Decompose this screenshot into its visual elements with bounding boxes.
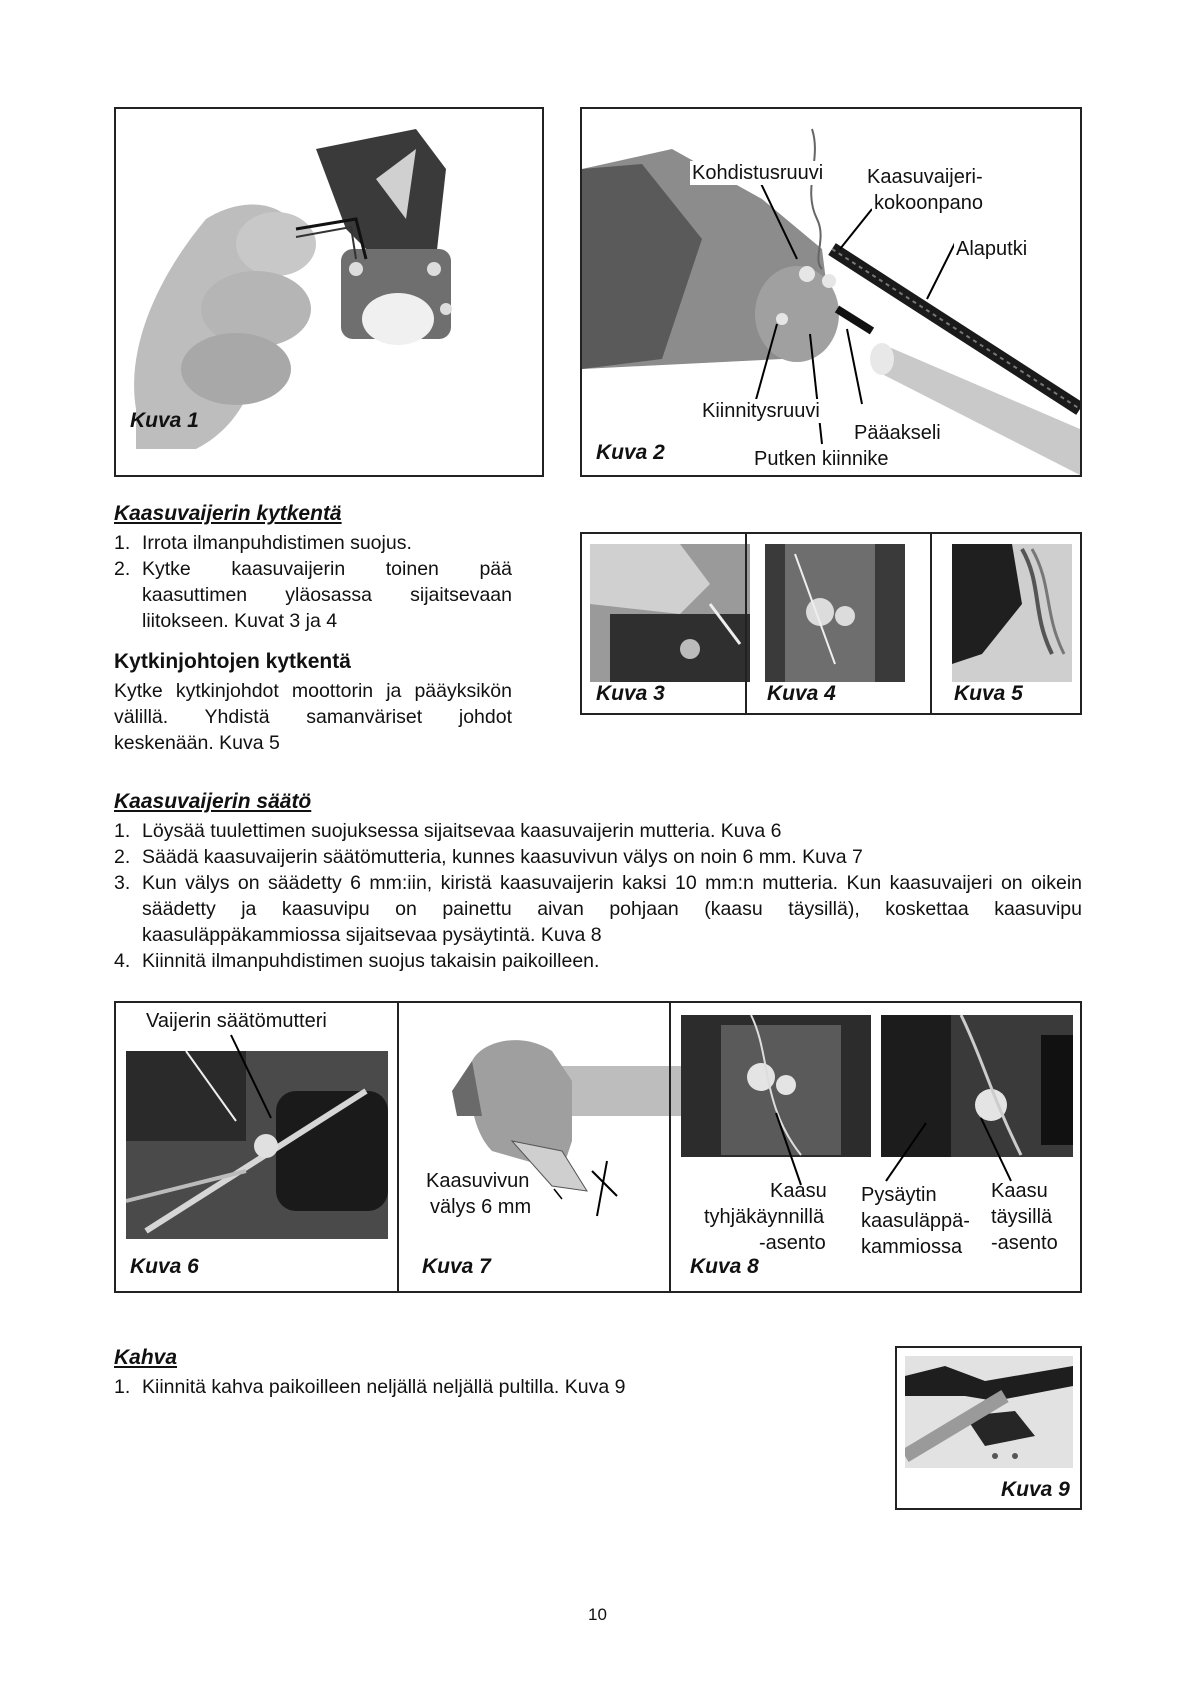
- step-number: 1.: [114, 1376, 131, 1398]
- step-text: Irrota ilmanpuhdistimen suojus.: [142, 532, 412, 554]
- step-number: 1.: [114, 532, 131, 554]
- heading-cable-connection: Kaasuvaijerin kytkentä: [114, 502, 342, 525]
- step-number: 2.: [114, 846, 131, 868]
- label-kaasuvaijeri-line2: kokoonpano: [874, 192, 983, 214]
- list-item: [114, 1374, 674, 1400]
- list-item: [114, 870, 1082, 948]
- label-kohdistusruuvi: Kohdistusruuvi: [692, 162, 824, 184]
- caption-kuva-1: Kuva 1: [130, 409, 199, 432]
- figure-kuva-6-7-8: [114, 1001, 1082, 1293]
- caption-kuva-2: Kuva 2: [596, 441, 665, 464]
- label-full-line3: -asento: [991, 1232, 1058, 1254]
- caption-kuva-6: Kuva 6: [130, 1255, 199, 1278]
- step-number: 1.: [114, 820, 131, 842]
- caption-kuva-5: Kuva 5: [954, 682, 1023, 705]
- photo-kuva-4: [765, 544, 905, 682]
- label-kaasuvivun-line2: välys 6 mm: [430, 1196, 532, 1218]
- caption-kuva-4: Kuva 4: [767, 682, 836, 705]
- label-kaasuvivun-line1: Kaasuvivun: [426, 1170, 530, 1192]
- label-idle-line1: Kaasu: [770, 1180, 827, 1202]
- figure-kuva-2: [580, 107, 1082, 477]
- label-full-line2: täysillä: [991, 1206, 1053, 1228]
- caption-kuva-7: Kuva 7: [422, 1255, 491, 1278]
- step-text: Löysää tuulettimen suojuksessa sijaitsevaa kaasuvaijerin mutteria. Kuva 6: [142, 820, 782, 842]
- label-full-line1: Kaasu: [991, 1180, 1048, 1202]
- label-alaputki: Alaputki: [956, 238, 1028, 260]
- list-item: [114, 844, 1082, 870]
- figure-kuva-1: [114, 107, 544, 477]
- step-number: 4.: [114, 950, 131, 972]
- step-text: Kytke kaasuvaijerin toinen pää kaasuttimen yläosassa sijaitsevaan liitokseen. Kuvat 3 ja 4: [142, 558, 512, 632]
- leader-kuva-6: [226, 1033, 286, 1123]
- label-paakseli: Pääakseli: [854, 422, 941, 444]
- list-item: [114, 530, 512, 556]
- photo-kuva-5: [952, 544, 1072, 682]
- text-switch-wires: Kytke kytkinjohdot moottorin ja pääyksikön välillä. Yhdistä samanväriset johdot keskenään. Kuva 5: [114, 680, 512, 754]
- step-text: Kiinnitä ilmanpuhdistimen suojus takaisin paikoilleen.: [142, 950, 600, 972]
- label-putken-kiinnike: Putken kiinnike: [754, 448, 889, 470]
- list-item: [114, 948, 1082, 974]
- label-kiinnitysruuvi: Kiinnitysruuvi: [702, 400, 820, 422]
- caption-kuva-8: Kuva 8: [690, 1255, 759, 1278]
- label-kaasuvaijeri-line1: Kaasuvaijeri-: [867, 166, 983, 188]
- heading-cable-adjustment: Kaasuvaijerin säätö: [114, 790, 312, 813]
- caption-kuva-3: Kuva 3: [596, 682, 665, 705]
- label-stop-line3: kammiossa: [861, 1236, 963, 1258]
- figure-kuva-3-4-5: [580, 532, 1082, 715]
- step-number: 2.: [114, 558, 131, 580]
- divider: [669, 1003, 671, 1291]
- step-text: Säädä kaasuvaijerin säätömutteria, kunnes kaasuvivun välys on noin 6 mm. Kuva 7: [142, 846, 863, 868]
- list-cable-connection: [114, 530, 512, 634]
- list-cable-adjustment: [114, 818, 1082, 974]
- step-number: 3.: [114, 872, 131, 894]
- photo-kuva-2: [582, 109, 1080, 475]
- caption-kuva-9: Kuva 9: [1001, 1478, 1070, 1501]
- heading-switch-wires: Kytkinjohtojen kytkentä: [114, 650, 351, 673]
- divider: [930, 534, 932, 713]
- label-vaijerin-saatomutteri: Vaijerin säätömutteri: [146, 1010, 327, 1032]
- label-idle-line3: -asento: [759, 1232, 826, 1254]
- label-stop-line2: kaasuläppä-: [861, 1210, 970, 1232]
- list-item: [114, 556, 512, 634]
- figure-kuva-9: [895, 1346, 1082, 1510]
- page-number: 10: [588, 1605, 607, 1624]
- divider: [397, 1003, 399, 1291]
- photo-kuva-9: [905, 1356, 1073, 1468]
- label-stop-line1: Pysäytin: [861, 1184, 937, 1206]
- list-handle: [114, 1374, 674, 1400]
- step-text: Kiinnitä kahva paikoilleen neljällä neljällä pultilla. Kuva 9: [142, 1376, 626, 1398]
- divider: [745, 534, 747, 713]
- heading-handle: Kahva: [114, 1346, 178, 1369]
- photo-kuva-3: [590, 544, 750, 682]
- list-item: [114, 818, 1082, 844]
- step-text: Kun välys on säädetty 6 mm:iin, kiristä kaasuvaijerin kaksi 10 mm:n mutteria. Kun kaasuvaijeri on oikein säädetty ja kaasuvipu on painettu aivan pohjaan (kaasu täysillä), koskettaa kaasuvipu kaasuläppäkammiossa sijaitsevaa pysäytintä. Kuva 8: [142, 872, 1082, 946]
- leaders-kuva-8: [681, 1103, 1073, 1193]
- label-idle-line2: tyhjäkäynnillä: [704, 1206, 825, 1228]
